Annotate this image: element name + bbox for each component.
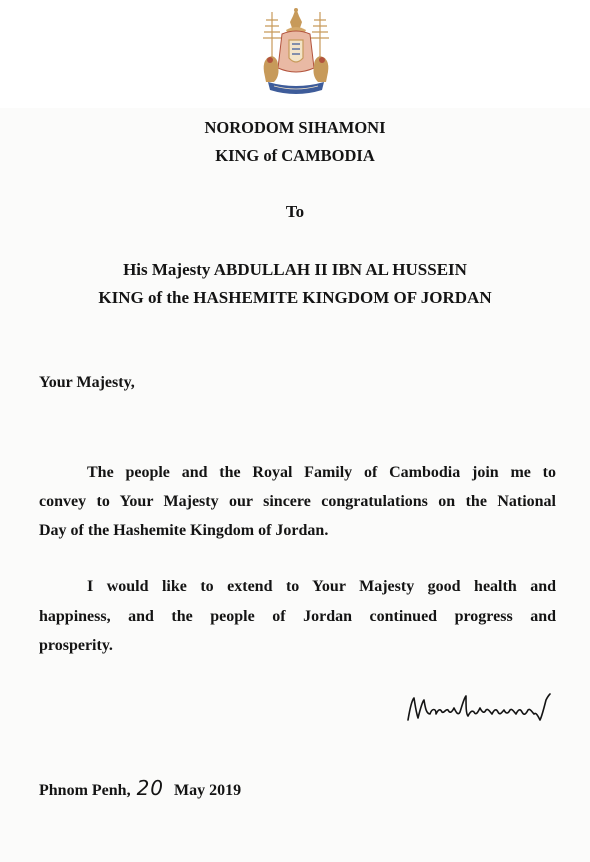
paragraph-1-line-1: The people and the Royal Family of Cambodia join me to [87,464,556,481]
paragraph-2-line-2: happiness, and the people of Jordan continued progress and [39,608,556,625]
closing-place: Phnom Penh, [39,782,131,799]
closing-day-handwritten: 20 [136,776,165,800]
paragraph-1-line-2: convey to Your Majesty our sincere congratulations on the National [39,493,556,510]
to-label: To [285,202,305,221]
paragraph-1-line-3: Day of the Hashemite Kingdom of Jordan. [39,522,329,539]
paragraph-2-line-3: prosperity. [39,637,113,654]
closing-month-year: May 2019 [174,782,242,799]
royal-crest-icon [258,6,334,100]
sender-title: KING of CAMBODIA [215,146,375,165]
paragraph-2-line-1: I would like to extend to Your Majesty good health and [87,578,556,595]
addressee-title: KING of the HASHEMITE KINGDOM OF JORDAN [98,288,492,307]
sender-name: NORODOM SIHAMONI [204,118,386,137]
signature [404,690,554,730]
salutation: Your Majesty, [39,374,135,391]
addressee-name: His Majesty ABDULLAH II IBN AL HUSSEIN [123,260,467,279]
closing-line [39,777,241,802]
